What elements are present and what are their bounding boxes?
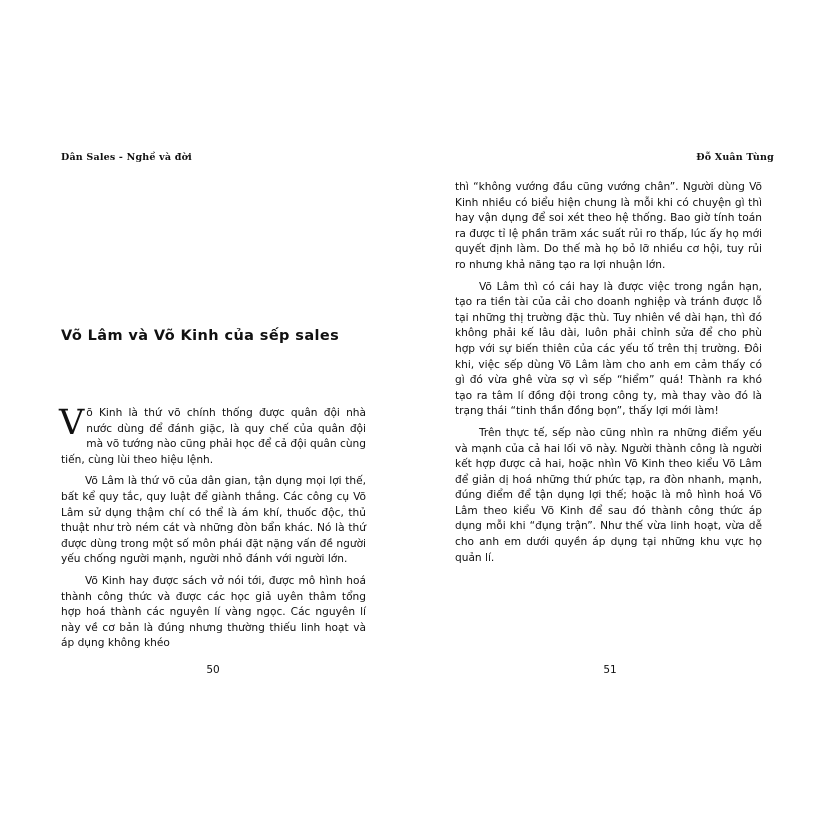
paragraph: Võ Lâm là thứ võ của dân gian, tận dụng mọi lợi thế, bất kể quy tắc, quy luật để giành thắng. Các công cụ Võ Lâm sử dụng thậm chí có thể là ám khí, thuốc độc, thủ thuật như trò ném cát và những đòn bẩn khác. Nó là thứ được dùng trong một số môn phái đặt nặng vấn đề người yếu chống người mạnh, người nhỏ đánh với người lớn. xyxy=(61,475,366,566)
right-page-body xyxy=(455,180,762,572)
paragraph-text: õ Kinh là thứ võ chính thống được quân đội nhà nước dùng để đánh giặc, là quy chế của quân đội mà võ tướng nào cũng phải học để cả đội quân cùng tiến, cùng lùi theo hiệu lệnh. xyxy=(61,407,366,466)
paragraph: Trên thực tế, sếp nào cũng nhìn ra những điểm yếu và mạnh của cả hai lối võ này. Người thành công là người kết hợp được cả hai, hoặc nhìn Võ Kinh theo kiểu Võ Lâm để giản dị hoá những thứ phức tạp, ra đòn nhanh, mạnh, đúng điểm để tận dụng lợi thế; hoặc là mô hình hoá Võ Lâm theo kiểu Võ Kinh để sau đó thành công thức áp dụng mỗi khi “đụng trận”. Như thế vừa linh hoạt, vừa dễ cho anh em dưới quyền áp dụng tại những khu vực họ quản lí. xyxy=(455,426,762,564)
drop-cap: V xyxy=(59,403,85,443)
paragraph: Võ Kinh hay được sách vở nói tới, được mô hình hoá thành công thức và được các học giả uyên thâm tổng hợp hoá thành các nguyên lí vàng ngọc. Các nguyên lí này về cơ bản là đúng nhưng thường thiếu linh hoạt và áp dụng không khéo xyxy=(61,574,366,650)
right-page xyxy=(412,0,823,823)
running-header-right: Đỗ Xuân Tùng xyxy=(696,152,774,163)
left-page xyxy=(0,0,411,823)
left-page-body xyxy=(59,403,366,658)
chapter-title: Võ Lâm và Võ Kinh của sếp sales xyxy=(61,328,340,344)
page-number-right: 51 xyxy=(603,664,617,676)
paragraph: Võ Lâm thì có cái hay là được việc trong ngắn hạn, tạo ra tiền tài của cải cho doanh nghiệp và tránh được lỗ tại những thị trường đặc thù. Tuy nhiên về dài hạn, thì đó không phải kế lâu dài, luôn phải chỉnh sửa để cho phù hợp với sự biến thiên của các yếu tố trên thị trường. Đôi khi, việc sếp dùng Võ Lâm làm cho anh em cảm thấy có gì đó vừa ghê vừa sợ vì sếp “hiểm” quá! Thành ra khó tạo ra tâm lí đồng đội trong công ty, mà thay vào đó là trạng thái “tinh thần đồng bọn”, thấy lợi mới làm! xyxy=(455,280,762,418)
running-header-left: Dân Sales - Nghề và đời xyxy=(61,152,192,163)
page-number-left: 50 xyxy=(206,664,220,676)
paragraph xyxy=(59,403,366,468)
paragraph: thì “không vướng đầu cũng vướng chân”. Người dùng Võ Kinh nhiều có biểu hiện chung là mỗi khi có chuyện gì thì hay vận dụng để soi xét theo hệ thống. Bao giờ tính toán ra được tỉ lệ phần trăm xác suất rủi ro thấp, lúc ấy họ mới quyết định làm. Do thế mà họ bỏ lỡ nhiều cơ hội, tuy rủi ro nhưng khả năng tạo ra lợi nhuận lớn. xyxy=(455,181,762,271)
